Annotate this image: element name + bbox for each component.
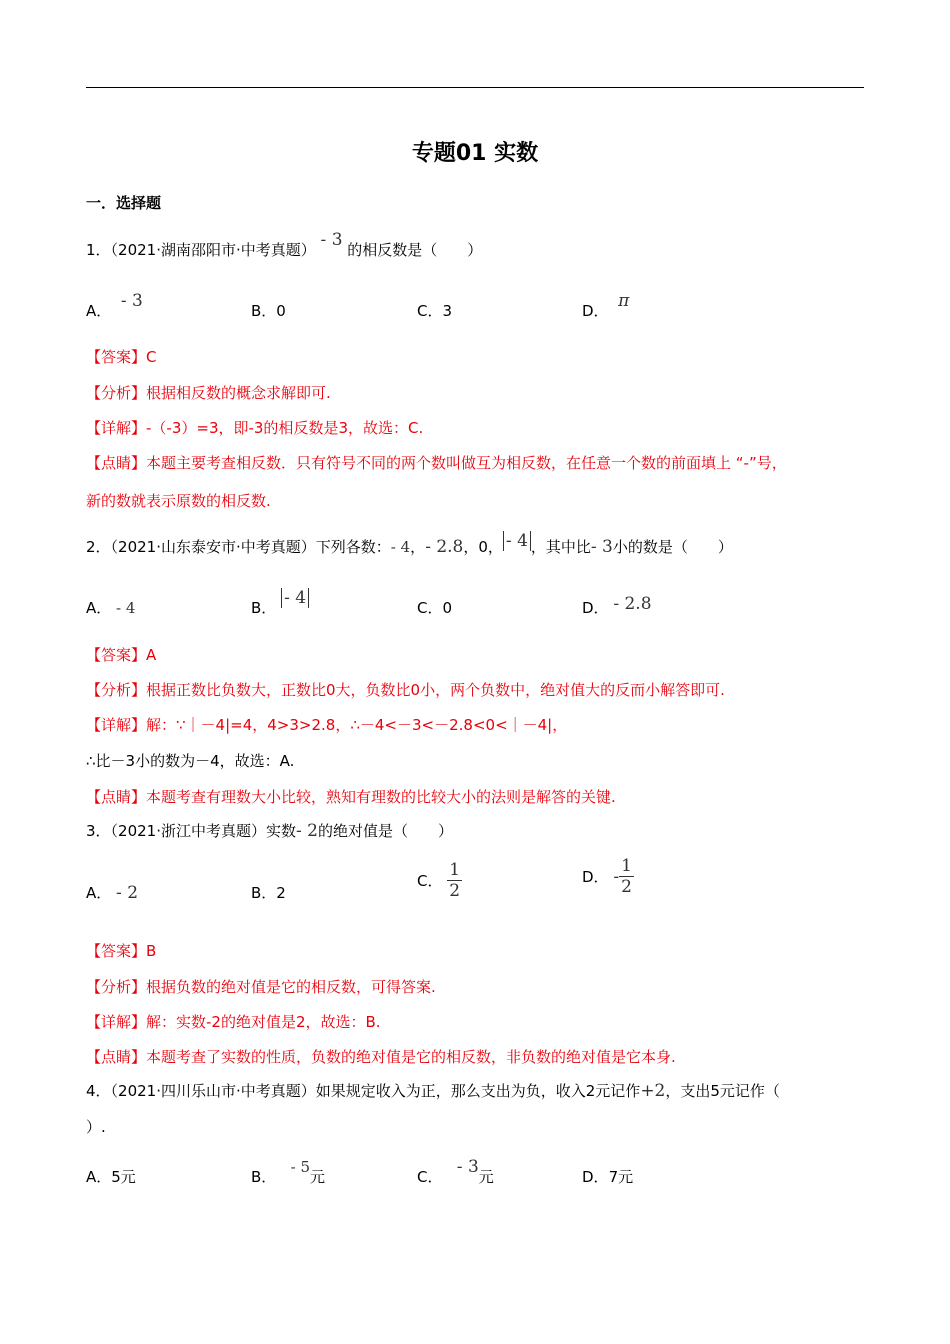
- q1-analysis: 【分析】根据相反数的概念求解即可.: [86, 384, 331, 402]
- question-1: [86, 230, 483, 260]
- q3-analysis: 【分析】根据负数的绝对值是它的相反数，可得答案.: [86, 978, 436, 996]
- question-3: 3．（2021·浙江中考真题）实数- 2的绝对值是（ ）: [86, 821, 453, 841]
- question-2: 2．（2021·山东泰安市·中考真题）下列各数：- 4，- 2.8，0， - 4 ，其中比- 3小的数是（ ）: [86, 531, 733, 557]
- q1-option-d: D． π: [582, 291, 630, 320]
- q1-comment-line1: 【点睛】本题主要考查相反数．只有符号不同的两个数叫做互为相反数，在任意一个数的前面填上 “-”号，: [86, 454, 787, 472]
- q4-source: （2021·四川乐山市·中考真题）: [110, 1082, 316, 1100]
- question-4-line2: ）.: [86, 1118, 106, 1136]
- q1-option-c: C．3: [417, 302, 453, 320]
- q4-option-b: B． - 5元: [251, 1158, 326, 1186]
- q1-option-a: A． - 3: [86, 291, 143, 320]
- q1-number: 1．: [86, 241, 111, 259]
- q2-option-b: B． - 4: [251, 591, 309, 612]
- q3-source: （2021·浙江中考真题）: [110, 822, 266, 840]
- q2-source: （2021·山东泰安市·中考真题）: [110, 538, 316, 556]
- q1-answer: 【答案】C: [86, 348, 157, 366]
- header-rule: [86, 87, 864, 88]
- q2-option-d: D． - 2.8: [582, 594, 652, 617]
- q4-option-a: A．5元: [86, 1168, 136, 1186]
- section-heading: 一．选择题: [86, 194, 162, 212]
- q2-detail: 【详解】解：∵｜－4|=4，4>3>2.8，∴－4<－3<－2.8<0<｜－4|，: [86, 716, 568, 734]
- q3-option-d: D． - $\frac{1}{2}$: [582, 856, 632, 897]
- q4-option-d: D．7元: [582, 1168, 634, 1186]
- q2-analysis: 【分析】根据正数比负数大，正数比0大，负数比0小，两个负数中，绝对值大的反而小解答即可.: [86, 681, 725, 699]
- q2-answer: 【答案】A: [86, 646, 157, 664]
- q3-comment: 【点睛】本题考查了实数的性质，负数的绝对值是它的相反数，非负数的绝对值是它本身.: [86, 1048, 676, 1066]
- q2-option-a: A． - 4: [86, 599, 136, 617]
- q4-option-c: C． - 3元: [417, 1157, 494, 1186]
- q3-option-c: C． $\frac{1}{2}$: [417, 860, 461, 901]
- page-title: 专题01 实数: [411, 141, 539, 166]
- q1-math: - 3: [320, 230, 343, 250]
- q2-detail-line2: ∴比－3小的数为－4，故选：A.: [86, 752, 295, 770]
- q3-option-b: B．2: [251, 884, 286, 902]
- q3-answer: 【答案】B: [86, 942, 157, 960]
- q1-option-b: B．0: [251, 302, 286, 320]
- q1-comment-line2: 新的数就表示原数的相反数.: [86, 492, 271, 510]
- q2-option-c: C．0: [417, 599, 453, 617]
- q3-detail: 【详解】解：实数-2的绝对值是2，故选：B.: [86, 1013, 381, 1031]
- q1-source: （2021·湖南邵阳市·中考真题）: [110, 241, 316, 259]
- question-4: 4．（2021·四川乐山市·中考真题）如果规定收入为正，那么支出为负，收入2元记作+2，支出5元记作（: [86, 1081, 780, 1101]
- q1-text: 的相反数是（ ）: [347, 241, 483, 259]
- q2-comment: 【点睛】本题考查有理数大小比较，熟知有理数的比较大小的法则是解答的关键.: [86, 788, 616, 806]
- q3-option-a: A． - 2: [86, 883, 139, 903]
- q1-detail: 【详解】-（-3）=3，即-3的相反数是3，故选：C.: [86, 419, 424, 437]
